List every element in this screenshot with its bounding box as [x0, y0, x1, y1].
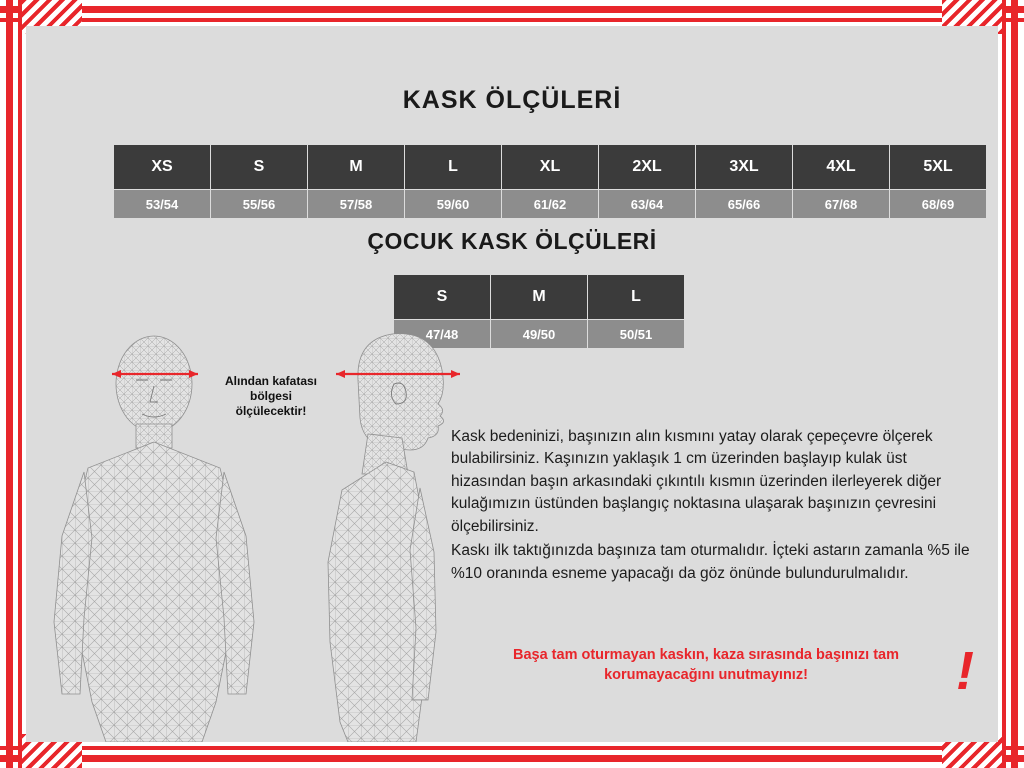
warning-line-2: korumayacağını unutmayınız! — [604, 666, 808, 683]
instructions-paragraph-2: Kaskı ilk taktığınızda başınıza tam oturmalıdır. İçteki astarın zamanla %5 ile %10 oranında esneme yapacağı da göz önünde bulundurulmalıdır. — [451, 542, 970, 582]
instructions-text — [451, 426, 976, 587]
child-measurement-cell: 50/51 — [588, 320, 685, 349]
adult-size-cell: 4XL — [793, 145, 890, 190]
child-size-header-row — [394, 275, 685, 320]
child-size-cell: L — [588, 275, 685, 320]
adult-measurement-cell: 57/58 — [308, 190, 405, 219]
exclamation-icon: ! — [956, 641, 974, 701]
frame-stripe-top-inner — [0, 18, 1024, 22]
page-title: KASK ÖLÇÜLERİ — [402, 86, 622, 114]
adult-size-cell: XL — [502, 145, 599, 190]
adult-size-cell: XS — [114, 145, 211, 190]
adult-measurement-cell: 53/54 — [114, 190, 211, 219]
measurement-note-line-1: Alından kafatası — [224, 374, 318, 388]
child-size-cell: M — [491, 275, 588, 320]
measurement-note — [206, 374, 336, 419]
warning-line-1: Başa tam oturmayan kaskın, kaza sırasında başınızı tam — [512, 647, 900, 663]
content-area — [26, 26, 998, 742]
child-measurement-cell: 47/48 — [394, 320, 491, 349]
frame-stripe-right-outer — [1011, 0, 1018, 768]
frame-stripe-left-inner — [18, 0, 22, 768]
measurement-note-line-2: bölgesi — [249, 389, 292, 403]
adult-measurement-cell: 63/64 — [599, 190, 696, 219]
instructions-paragraph-1: Kask bedeninizi, başınızın alın kısmını yatay olarak çepeçevre ölçerek bulabilirsiniz. Kaşınızın yaklaşık 1 cm üzerinden başlayıp kulak üst hizasından başın arkasındaki çıkıntılı kısmın üzerinden ilerleyerek diğer kulağımızın üstünden başlangıç noktasına ulaşarak başınızın çevresini ölçebilirsiniz. — [451, 428, 942, 535]
adult-measurement-cell: 67/68 — [793, 190, 890, 219]
adult-measurement-cell: 59/60 — [405, 190, 502, 219]
warning-text — [451, 646, 961, 685]
adult-measurement-row — [114, 190, 987, 219]
adult-measurement-cell: 68/69 — [890, 190, 987, 219]
child-measurement-cell: 49/50 — [491, 320, 588, 349]
measurement-note-line-3: ölçülecektir! — [235, 404, 307, 418]
adult-size-cell: 2XL — [599, 145, 696, 190]
adult-size-cell: S — [211, 145, 308, 190]
adult-size-table — [113, 144, 987, 219]
adult-measurement-cell: 65/66 — [696, 190, 793, 219]
adult-size-cell: 5XL — [890, 145, 987, 190]
frame-stripe-left-outer — [6, 0, 13, 768]
frame-stripe-bottom-inner — [0, 746, 1024, 750]
frame-stripe-top-outer — [0, 6, 1024, 13]
adult-size-cell: L — [405, 145, 502, 190]
child-section-title: ÇOCUK KASK ÖLÇÜLERİ — [367, 228, 657, 254]
adult-size-cell: 3XL — [696, 145, 793, 190]
adult-size-header-row — [114, 145, 987, 190]
profile-figure — [328, 334, 460, 742]
frame-stripe-right-inner — [1002, 0, 1006, 768]
frame-stripe-bottom-outer — [0, 755, 1024, 762]
child-size-cell: S — [394, 275, 491, 320]
adult-measurement-cell: 61/62 — [502, 190, 599, 219]
adult-size-cell: M — [308, 145, 405, 190]
adult-measurement-cell: 55/56 — [211, 190, 308, 219]
